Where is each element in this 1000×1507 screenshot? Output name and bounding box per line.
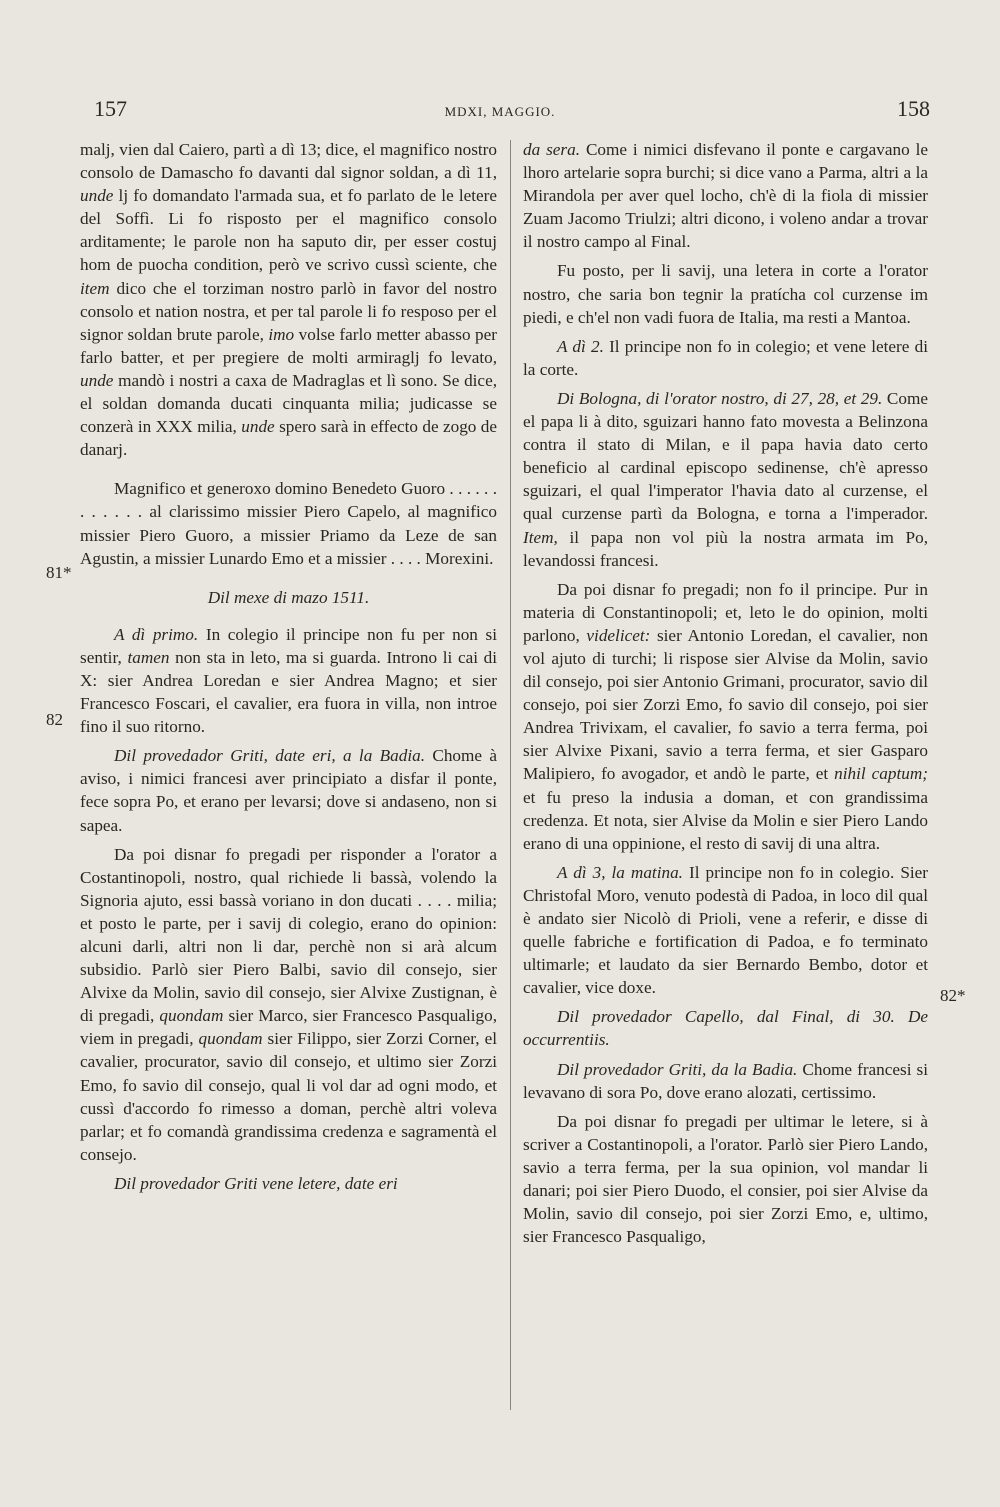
paragraph: Magnifico et generoxo domino Benedeto Guoro . . . . . . . . . . . . al clarissimo missier Piero Capelo, al magnifico missier Piero Guoro, a missier Priamo da Leze de san Agustin, a missier Lunardo Emo et a missier . . . . Morexini. xyxy=(80,479,497,568)
column-divider xyxy=(510,140,511,1410)
page-number-left: 157 xyxy=(94,96,127,121)
paragraph: A dì 2. Il principe non fo in colegio; et vene letere di la corte. xyxy=(523,336,928,379)
right-column xyxy=(523,138,928,1248)
paragraph: A dì 3, la matina. Il principe non fo in colegio. Sier Christofal Moro, venuto podestà di Padoa, in loco dil qual è andato sier Nicolò di Prioli, vene a referir, e disse di quelle fabriche e fortification di Padoa, e fo terminato ultimarle; et laudato da sier Bernardo Bembo, dotor et cavalier, vice doxe. xyxy=(523,862,928,998)
page-number-right: 158 xyxy=(897,96,930,121)
paragraph: Dil provedador Griti, date eri, a la Badia. Chome à aviso, i nimici francesi aver principiato a disfar il ponte, fece sopra Po, et erano per levarsi; dove si andaseno, non si sapea. xyxy=(80,746,497,835)
running-title: MDXI, MAGGIO. xyxy=(444,104,556,119)
paragraph: A dì primo. In colegio il principe non fu per non si sentir, tamen non sta in leto, ma si guarda. Introno li cai di X: sier Andrea Loredan e sier Andrea Magno; et sier Francesco Foscari, el cavalier, era fuora in villa, non introe fino il suo ritorno. xyxy=(80,624,498,737)
paragraph: Dil provedador Capello, dal Final, di 30. De occurrentiis. xyxy=(523,1007,928,1050)
paragraph: Dil provedador Griti, da la Badia. Chome francesi si levavano di sora Po, dove erano alozati, certissimo. xyxy=(523,1059,928,1102)
paragraph: Da poi disnar fo pregadi per risponder a l'orator a Costantinopoli, nostro, qual richiede li bassà, volendo la Signoria ajuto, essi bassà voriano in don ducati . . . . milia; et posto le parte, per i savij di colegio, erano do opinion: alcuni darli, altri non li dar, perchè non si arà alcum subsidio. Parlò sier Piero Balbi, savio dil consejo, sier Alvixe da Molin, savio dil consejo, sier Alvixe Zustignan, è di pregadi, quondam sier Marco, sier Francesco Pasqualigo, viem in pregadi, quondam sier Filippo, sier Zorzi Corner, el cavalier, procurator, savio dil consejo, et ultimo sier Zorzi Emo, fo savio dil consejo, qual li vol dar ad ogni modo, et cussì d'accordo fo rimesso a doman, perchè altri voleva parlar; et fo comandà grandissima credenza e sagramentà el consejo. xyxy=(80,844,497,1164)
left-column xyxy=(80,138,497,1195)
paragraph: Di Bologna, di l'orator nostro, di 27, 28, et 29. Come el papa li à dito, sguizari hanno fato movesta a Belinzona contra il stato di Milan, e il papa havia dato certo beneficio al cardinal episcopo sedinense, ch'è apresso sguizari, el qual l'imperator l'havia dato al curzense, el qual curzense partì da Bologna, e torna a l'imperador. Item, il papa non vol più la nostra armata im Po, levandossi francesi. xyxy=(523,388,928,570)
paragraph: Dil provedador Griti vene letere, date eri xyxy=(114,1173,398,1193)
paragraph: da sera. Come i nimici disfevano il ponte e cargavano le lhoro artelarie sopra burchi; si dice vano a Parma, altri a la Mirandola per aver quel locho, ch'è di la fiola di missier Zuam Jacomo Triulzi; altri dicono, i voleno andar a trovar il nostro campo al Final. xyxy=(523,140,928,252)
paragraph: malj, vien dal Caiero, partì a dì 13; dice, el magnifico nostro consolo de Damascho fo davanti dal signor soldan, a dì 11, unde lj fo domandato l'armada sua, et fo parlato de le letere del Soffì. Li fo risposto per el magnifico consolo arditamente; le parole non ha saputo dir, per esser costuj hom de puocha condition, però ve scrivo cussì sciente, che item dico che el torziman nostro parlò in favor del nostro consolo et nation nostra, et per tal parole li fo resposo per el signor soldan brute parole, imo volse farlo metter abasso per farlo batter, et per pregiere de molti armiraglj fo levato, unde mandò i nostri a caxa de Madraglas et lì sono. Se dice, el soldan domanda ducati cinquanta milia; judicasse se conzerà in XXX milia, unde spero sarà in effecto de zogo de danarj. xyxy=(80,140,498,460)
paragraph: Fu posto, per li savij, una letera in corte a l'orator nostro, che saria bon tegnir la pratícha col curzense im piedi, e ch'el non vadi fuora de Italia, ma resti a Mantoa. xyxy=(523,261,928,327)
margin-note-82-right: 82* xyxy=(940,986,966,1005)
section-heading: Dil mexe di mazo 1511. xyxy=(207,587,370,607)
margin-note-82: 82 xyxy=(46,710,63,729)
paragraph: Da poi disnar fo pregadi per ultimar le letere, si à scriver a Costantinopoli, a l'orator. Parlò sier Piero Lando, savio a terra ferma, per la sua opinion, vol mandar li danari; poi sier Piero Duodo, el consier, poi sier Alvise da Molin, savio dil consejo, poi sier Zorzi Emo, e, ultimo, sier Francesco Pasqualigo, xyxy=(523,1111,928,1247)
margin-note-81: 81* xyxy=(46,563,72,582)
paragraph: Da poi disnar fo pregadi; non fo il principe. Pur in materia di Constantinopoli; et, leto le do opinion, molti parlono, videlicet: sier Antonio Loredan, el cavalier, non vol ajuto di turchi; li rispose sier Alvise da Molin, savio dil consejo, poi sier Antonio Grimani, procurator, savio dil consejo, poi sier Zorzi Emo, fo savio dil consejo, poi sier Andrea Trivixam, el cavalier, fo savio a terra ferma, poi sier Alvixe Pixani, savio a terra ferma, et sier Gasparo Malipiero, fo avogador, et andò le parte, et nihil captum; et fu preso la indusia a doman, et con grandissima credenza. Et nota, sier Alvise da Molin e sier Piero Lando erano di una oppinione, el resto di savij di una altra. xyxy=(523,579,928,853)
